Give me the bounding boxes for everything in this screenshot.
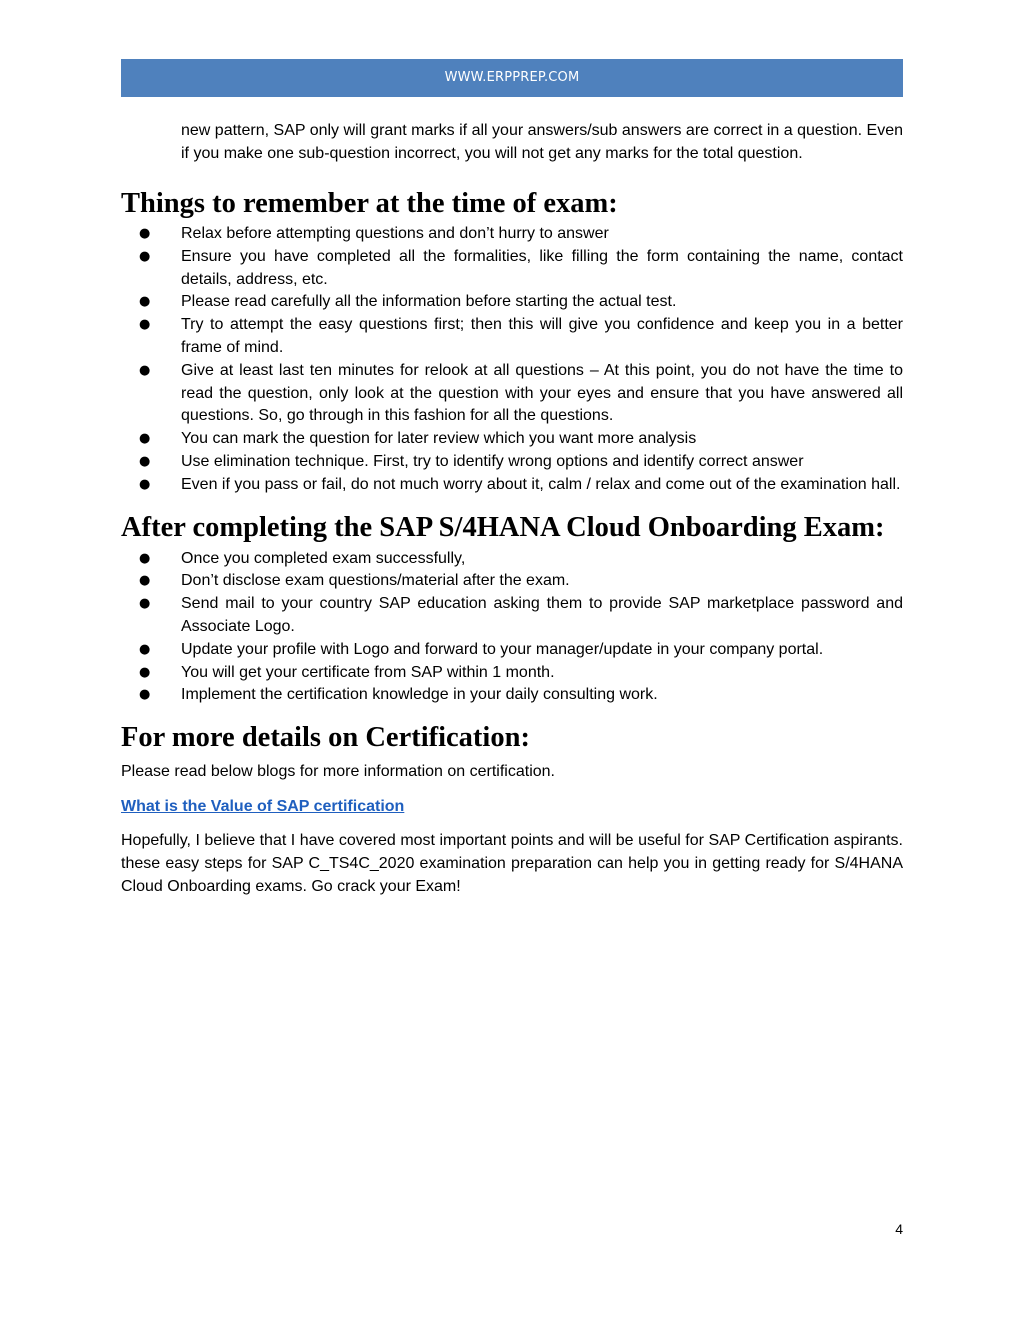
intro-paragraph: new pattern, SAP only will grant marks if all your answers/sub answers are correct in a question. Even if you make one sub-question incorrect, you will not get any marks for the total question. [181, 122, 903, 162]
list-item [121, 291, 903, 314]
list-item-text: You will get your certificate from SAP within 1 month. [181, 663, 555, 681]
bullet-icon: ● [139, 317, 151, 333]
list-item [121, 593, 903, 639]
list-item [121, 639, 903, 662]
bullet-icon: ● [139, 641, 151, 657]
list-item [121, 428, 903, 451]
section-heading-after-completing: After completing the SAP S/4HANA Cloud Onboarding Exam: [121, 511, 885, 543]
list-item-text: Update your profile with Logo and forward to your manager/update in your company portal. [181, 640, 824, 658]
list-item-text: Even if you pass or fail, do not much worry about it, calm / relax and come out of the examination hall. [181, 475, 901, 493]
bullet-icon: ● [139, 664, 151, 680]
bullet-icon: ● [139, 362, 151, 378]
list-item-text: Use elimination technique. First, try to identify wrong options and identify correct answer [181, 452, 804, 470]
section-heading-more-details: For more details on Certification: [121, 722, 530, 754]
list-item-text: Send mail to your country SAP education asking them to provide SAP marketplace password and Associate Logo. [181, 595, 903, 635]
list-item-text: Give at least last ten minutes for relook at all questions – At this point, you do not have the time to read the question, only look at the question with your eyes and ensure that you have answered all questions. So, go through in this fashion for all the questions. [181, 361, 903, 425]
bullet-icon: ● [139, 248, 151, 264]
bullet-icon: ● [139, 596, 151, 612]
list-item [121, 548, 903, 571]
page-content [121, 120, 903, 898]
after-completing-list [121, 548, 903, 708]
bullet-icon: ● [139, 294, 151, 310]
things-to-remember-list [121, 223, 903, 497]
list-item-text: Don’t disclose exam questions/material after the exam. [181, 572, 570, 590]
bullet-icon: ● [139, 687, 151, 703]
list-item [121, 684, 903, 707]
bullet-icon: ● [139, 573, 151, 589]
value-of-sap-certification-link[interactable]: What is the Value of SAP certification [121, 797, 405, 815]
site-header-text: WWW.ERPPREP.COM [444, 70, 580, 85]
list-item [121, 451, 903, 474]
site-header-bar [121, 59, 903, 97]
list-item-text: Implement the certification knowledge in your daily consulting work. [181, 686, 658, 704]
list-item [121, 360, 903, 428]
bullet-icon: ● [139, 550, 151, 566]
bullet-icon: ● [139, 453, 151, 469]
bullet-icon: ● [139, 226, 151, 241]
page-number: 4 [895, 1221, 903, 1237]
list-item [121, 474, 903, 497]
list-item [121, 223, 903, 246]
blogs-intro-text: Please read below blogs for more information on certification. [121, 763, 555, 781]
list-item-text: Please read carefully all the information before starting the actual test. [181, 293, 677, 311]
list-item-text: Once you completed exam successfully, [181, 549, 466, 567]
list-item-text: You can mark the question for later review which you want more analysis [181, 430, 697, 448]
list-item-text: Relax before attempting questions and don’t hurry to answer [181, 225, 609, 242]
list-item-text: Ensure you have completed all the formalities, like filling the form containing the name, contact details, address, etc. [181, 247, 903, 288]
closing-paragraph: Hopefully, I believe that I have covered most important points and will be useful for SAP Certification aspirants. these easy steps for SAP C_TS4C_2020 examination preparation can help you in getting ready for S/4HANA Cloud Onboarding exams. Go crack your Exam! [121, 831, 903, 895]
list-item [121, 662, 903, 685]
list-item [121, 570, 903, 593]
bullet-icon: ● [139, 476, 151, 492]
list-item-text: Try to attempt the easy questions first; then this will give you confidence and keep you in a better frame of mind. [181, 316, 903, 356]
blog-link-line [121, 796, 903, 818]
bullet-icon: ● [139, 431, 151, 447]
list-item [121, 314, 903, 360]
list-item [121, 246, 903, 292]
section-heading-things-to-remember: Things to remember at the time of exam: [121, 188, 618, 219]
